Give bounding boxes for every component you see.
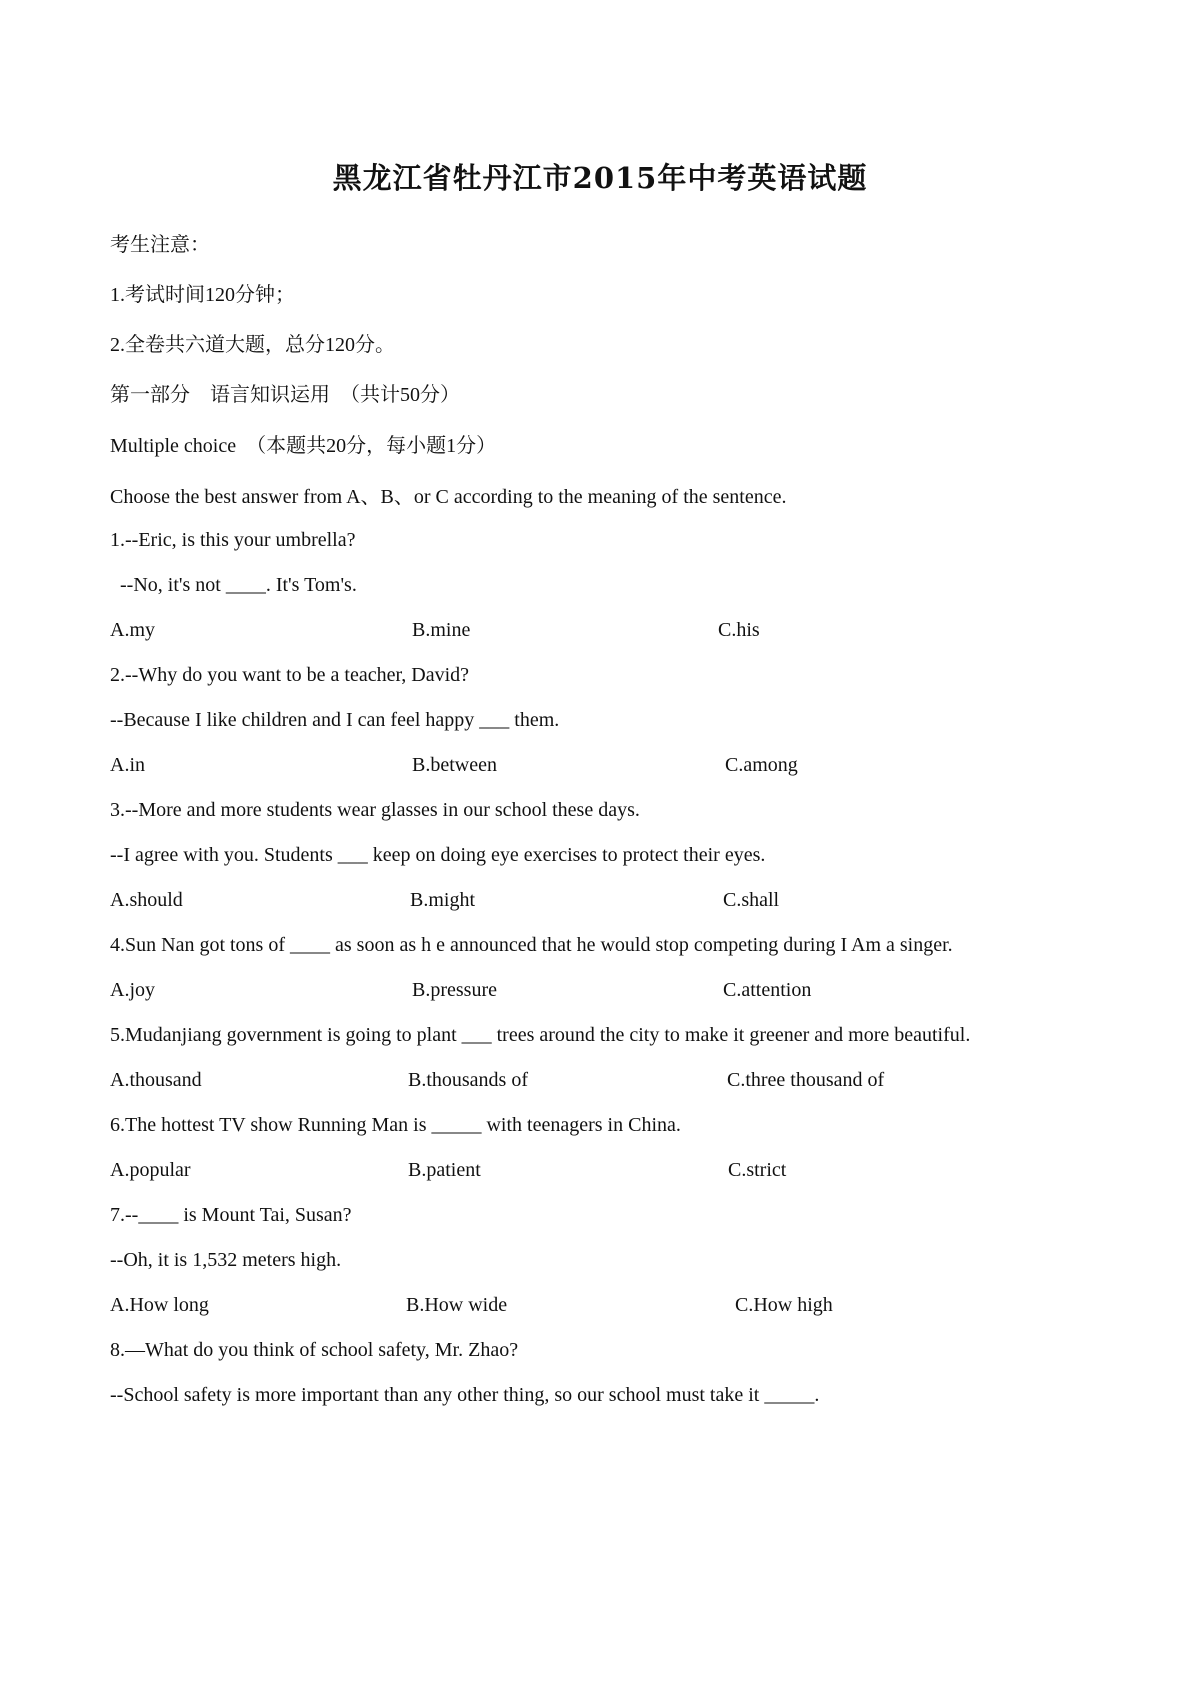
part-heading: 第一部分 语言知识运用 （共计50分） — [110, 384, 460, 406]
question-text: 4.Sun Nan got tons of ____ as soon as h e announced that he would stop competing during I Am a singer. — [110, 934, 953, 956]
option-c: C.How high — [735, 1294, 833, 1316]
option-b: B.patient — [408, 1159, 481, 1181]
question-text: --I agree with you. Students ___ keep on doing eye exercises to protect their eyes. — [110, 844, 766, 866]
option-c: C.among — [725, 754, 798, 776]
question-text: 8.—What do you think of school safety, Mr. Zhao? — [110, 1339, 519, 1361]
question-text: 7.--____ is Mount Tai, Susan? — [110, 1204, 352, 1226]
option-a: A.in — [110, 754, 145, 776]
option-b: B.thousands of — [408, 1069, 528, 1091]
option-a: A.thousand — [110, 1069, 202, 1091]
question-text: 5.Mudanjiang government is going to plant ___ trees around the city to make it greener and more beautiful. — [110, 1024, 971, 1046]
notice-heading: 考生注意： — [110, 234, 210, 256]
instruction: Choose the best answer from A、B、or C according to the meaning of the sentence. — [110, 486, 787, 508]
option-c: C.three thousand of — [727, 1069, 885, 1091]
option-b: B.pressure — [412, 979, 497, 1001]
notice-item: 1.考试时间120分钟； — [110, 284, 295, 306]
option-a: A.my — [110, 619, 155, 641]
question-text: --Because I like children and I can feel happy ___ them. — [110, 709, 560, 731]
option-b: B.between — [412, 754, 497, 776]
question-text: 3.--More and more students wear glasses in our school these days. — [110, 799, 640, 821]
question-text: 6.The hottest TV show Running Man is _____ with teenagers in China. — [110, 1114, 681, 1136]
option-c: C.strict — [728, 1159, 787, 1181]
question-text: --Oh, it is 1,532 meters high. — [110, 1249, 342, 1271]
question-text: --School safety is more important than any other thing, so our school must take it _____. — [110, 1384, 820, 1406]
question-text: 2.--Why do you want to be a teacher, David? — [110, 664, 470, 686]
option-a: A.popular — [110, 1159, 191, 1181]
question-text: 1.--Eric, is this your umbrella? — [110, 529, 356, 551]
option-a: A.How long — [110, 1294, 209, 1316]
option-c: C.attention — [723, 979, 812, 1001]
option-b: B.How wide — [406, 1294, 508, 1316]
section-heading: Multiple choice （本题共20分，每小题1分） — [110, 435, 497, 457]
option-c: C.his — [718, 619, 760, 641]
option-a: A.joy — [110, 979, 155, 1001]
question-text: --No, it's not ____. It's Tom's. — [110, 574, 357, 596]
option-a: A.should — [110, 889, 183, 911]
option-c: C.shall — [723, 889, 780, 911]
page-title: 黑龙江省牡丹江市2015年中考英语试题 — [332, 161, 868, 195]
option-b: B.mine — [412, 619, 471, 641]
option-b: B.might — [410, 889, 476, 911]
notice-item: 2.全卷共六道大题，总分120分。 — [110, 334, 395, 356]
